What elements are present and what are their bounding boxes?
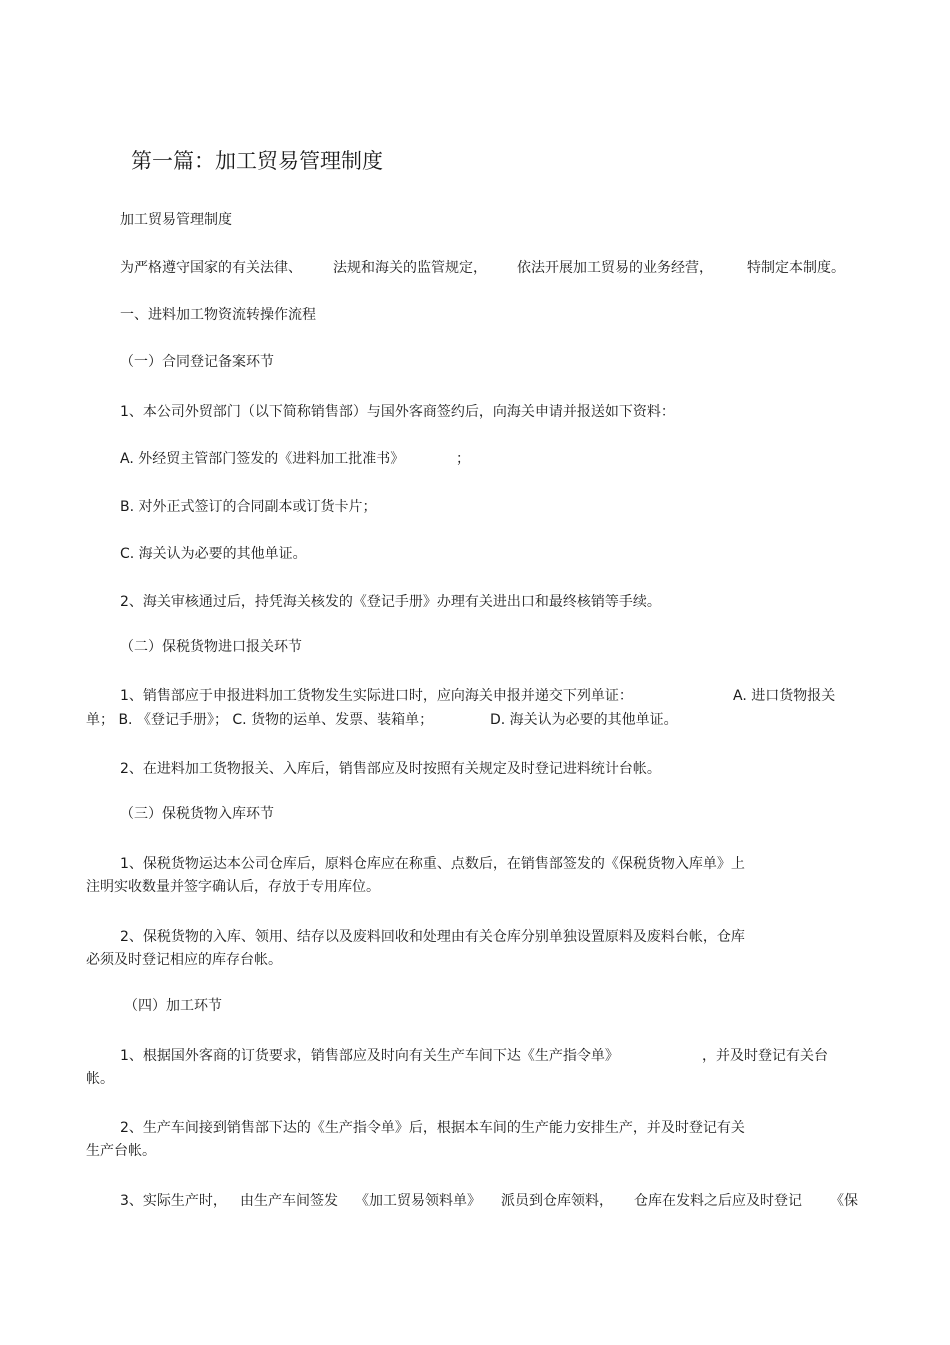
section-heading-1: 一、进料加工物资流转操作流程 [120, 307, 316, 323]
subsection-heading-1: （一）合同登记备案环节 [120, 354, 274, 370]
intro-part-3: 依法开展加工贸易的业务经营， [517, 260, 713, 276]
subsection-heading-3: （三）保税货物入库环节 [120, 806, 274, 822]
sub3-paragraph-1-line-1: 1、保税货物运达本公司仓库后，原料仓库应在称重、点数后，在销售部签发的《保税货物入库单》上 [120, 856, 745, 872]
sub4-paragraph-2-line-1: 2、生产车间接到销售部下达的《生产指令单》后，根据本车间的生产能力安排生产，并及时登记有关 [120, 1120, 745, 1136]
sub1-item-a: A. 外经贸主管部门签发的《进料加工批准书》 [120, 451, 405, 467]
sub4-paragraph-1-part-b: ，并及时登记有关台 [702, 1048, 828, 1064]
subsection-heading-4: （四）加工环节 [124, 998, 222, 1014]
sub1-item-a-semicolon: ； [456, 451, 470, 467]
sub3-paragraph-2-line-2: 必须及时登记相应的库存台帐。 [86, 952, 282, 968]
sub4-paragraph-2-line-2: 生产台帐。 [86, 1143, 156, 1159]
subtitle: 加工贸易管理制度 [120, 212, 232, 228]
sub2-paragraph-1-part-c: 单； B. 《登记手册》； C. 货物的运单、发票、装箱单； [86, 712, 434, 728]
document-title: 第一篇：加工贸易管理制度 [131, 149, 383, 173]
sub3-paragraph-1-line-2: 注明实收数量并签字确认后，存放于专用库位。 [86, 879, 380, 895]
sub4-paragraph-3-part-5: 仓库在发料之后应及时登记 [634, 1193, 802, 1209]
sub1-item-c: C. 海关认为必要的其他单证。 [120, 546, 307, 562]
sub4-paragraph-1-part-a: 1、根据国外客商的订货要求，销售部应及时向有关生产车间下达《生产指令单》 [120, 1048, 619, 1064]
sub4-paragraph-1-line-2: 帐。 [86, 1071, 114, 1087]
sub2-paragraph-1-part-a: 1、销售部应于申报进料加工货物发生实际进口时，应向海关申报并递交下列单证： [120, 688, 633, 704]
sub2-paragraph-2: 2、在进料加工货物报关、入库后，销售部应及时按照有关规定及时登记进料统计台帐。 [120, 761, 661, 777]
sub4-paragraph-3-part-6: 《保 [830, 1193, 858, 1209]
intro-part-2: 法规和海关的监管规定， [333, 260, 487, 276]
sub1-paragraph-1: 1、本公司外贸部门（以下简称销售部）与国外客商签约后，向海关申请并报送如下资料： [120, 404, 675, 420]
sub3-paragraph-2-line-1: 2、保税货物的入库、领用、结存以及废料回收和处理由有关仓库分别单独设置原料及废料台帐，仓库 [120, 929, 745, 945]
sub4-paragraph-3-part-3: 《加工贸易领料单》 [355, 1193, 481, 1209]
sub2-paragraph-1-part-d: D. 海关认为必要的其他单证。 [490, 712, 678, 728]
subsection-heading-2: （二）保税货物进口报关环节 [120, 639, 302, 655]
sub4-paragraph-3-part-2: 由生产车间签发 [240, 1193, 338, 1209]
sub4-paragraph-3-part-1: 3、实际生产时， [120, 1193, 227, 1209]
sub1-paragraph-2: 2、海关审核通过后，持凭海关核发的《登记手册》办理有关进出口和最终核销等手续。 [120, 594, 661, 610]
sub4-paragraph-3-part-4: 派员到仓库领料， [501, 1193, 613, 1209]
sub1-item-b: B. 对外正式签订的合同副本或订货卡片； [120, 499, 377, 515]
sub2-paragraph-1-part-b: A. 进口货物报关 [733, 688, 836, 704]
intro-part-1: 为严格遵守国家的有关法律、 [120, 260, 302, 276]
intro-part-4: 特制定本制度。 [747, 260, 845, 276]
